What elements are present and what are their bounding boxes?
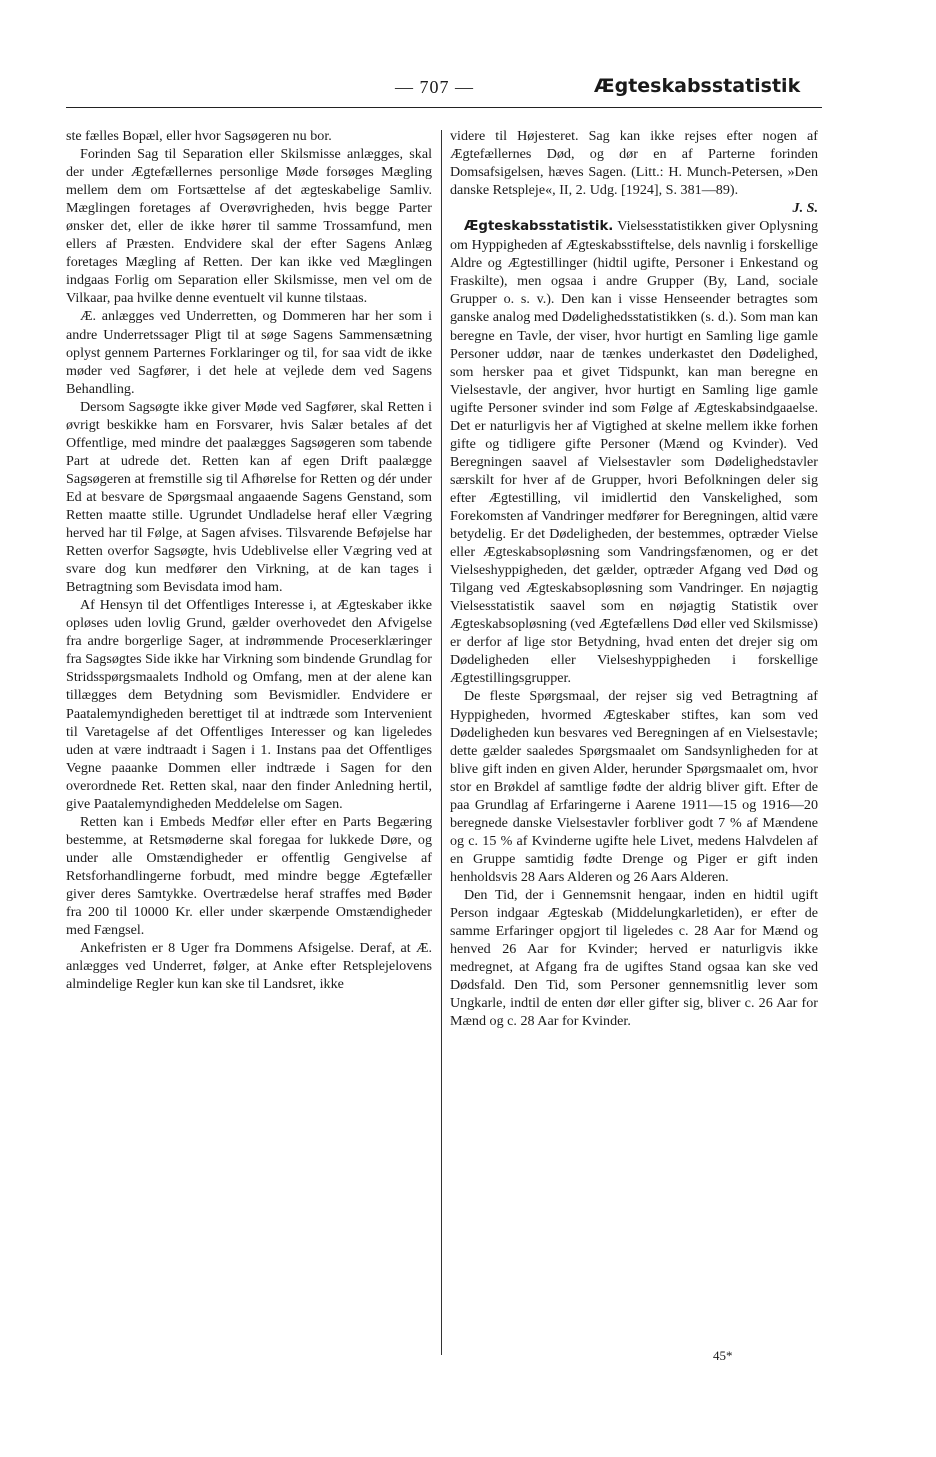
entry-heading: Ægteskabsstatistik. — [464, 219, 614, 235]
entry-text: Vielsesstatistikken giver Oplysning om Hyppigheden af Ægteskabsstiftelse, dels navnlig i forskellige Aldre og Ægtestillinger (hidtil ugifte, Personer i Enkestand og Fraskilte), men ogsaa i andre Grupper (By, Land, sociale Grupper o. s. v.). Den kan i visse Henseender betragtes som ganske analog med Dødelighedsstatistikken (s. d.). Som man kan beregne en Tavle, der viser, hvor hurtigt en Samling lige gamle Personer uddør, naar de tænkes underkastet den Dødelighed, som hersker paa et givet Tidspunkt, kan man beregne en Vielsestavle, der angiver, hvor hurtigt en Samling lige gamle ugifte Personer svinder ind som Følge af Ægteskabsindgaaelse. Det er naturligvis her af Vigtighed at skelne mellem ikke forhen gifte og tidligere gifte Personer (Mænd og Kvinder). Ved Beregningen saavel af Vielsestavler som Dødelighedstavler særskilt for hver af de Grupper, hvori Befolkningen deler sig efter Ægtestilling, vil imidlertid den Vanskelighed, som Forekomsten af Vandringer medfører for Beregningen, altid være betydelig. Er det Dødeligheden, der bestemmes, optræder Vielse eller Ægteskabsopløsning som Vandringsfænomen, og er det Vielseshyppigheden, det gælder, optræder Afgang ved Død og Tilgang ved Ægteskabsopløsning som Vandringer. En nøjagtig Vielsesstatistik saavel som en nøjagtig Statistik over Ægteskabsopløsning (ved Ægtefællens Død eller ved Skilsmisse) er derfor af lige stor Betydning, hvad enten det drejer sig om Dødeligheden eller Vielseshyppigheden i forskellige Ægtestillingsgrupper. — [450, 218, 818, 687]
paragraph: Den Tid, der i Gennemsnit hengaar, inden en hidtil ugift Person indgaar Ægteskab (Middelungkarletiden), er efter de samme Erfaringer opgjort til ligeledes c. 28 Aar for Mænd og henved 26 Aar for Kvinder; herved er naturligvis ikke medregnet, at Afgang fra de ugiftes Stand ogsaa kan ske ved Dødsfald. Den Tid, som Personer gennemsnitlig lever som Ungkarle, indtil de enten dør eller gifter sig, bliver c. 26 Aar for Mænd og c. 28 Aar for Kvinder. — [450, 886, 818, 1030]
paragraph: videre til Højesteret. Sag kan ikke rejses efter nogen af Ægtefællernes Død, og dør en af Parterne forinden Domsafsigelsen, hæves Sagen. (Litt.: H. Munch-Petersen, »Den danske Retspleje«, II, 2. Udg. [1924], S. 381—89). — [450, 128, 818, 199]
left-column — [66, 127, 432, 993]
paragraph: De fleste Spørgsmaal, der rejser sig ved Betragtning af Hyppigheden, hvormed Ægteskaber stiftes, kan som ved Dødeligheden kun besvares ved Beregningen af en Vielsestavle; dette gælder saaledes Spørgsmaalet om Sandsynligheden for at blive gift inden en given Alder, herunder Spørgsmaalet om, hvor stor en Brøkdel af samtlige fødte der aldrig bliver gift. Efter de paa Grundlag af Erfaringerne i Aarene 1911—15 og 1916—20 beregnede danske Vielsestavler forbliver godt 7 % af Mændene og c. 15 % af Kvinderne ugifte hele Livet, medens Halvdelen af en Gruppe samtidig fødte Drenge og Piger er gift inden henholdsvis 28 Aars Alderen og 26 Aars Alderen. — [450, 688, 818, 885]
paragraph: Retten kan i Embeds Medfør eller efter en Parts Begæring bestemme, at Retsmøderne skal foregaa for lukkede Døre, og under alle Omstændigheder er offentlig Gengivelse af Retsforhandlingerne forbudt, med mindre begge Ægtefæller giver deres Samtykke. Overtrædelse heraf straffes med Bøder fra 200 til 10000 Kr. eller under skærpende Omstændigheder med Fængsel. — [66, 813, 432, 939]
signature-mark: 45* — [713, 1348, 733, 1363]
right-column — [450, 127, 818, 1030]
column-separator — [441, 130, 442, 1355]
paragraph: Af Hensyn til det Offentliges Interesse i, at Ægteskaber ikke opløses uden lovlig Grund, gælder overhovedet den Afvigelse fra andre borgerlige Sager, at indrømmende Proceserklæringer fra Sagsøgtes Side ikke har Virkning som bindende Grundlag for Stridsspørgsmaalets Indhold og Omfang, men at der alene kan tillægges dem Betydning som Bevismidler. Endvidere er Paatalemyndigheden berettiget til at indtræde som Intervenient til Varetagelse af det Offentliges Interesser og kan ligeledes uden at være indtraadt i Sagen i 1. Instans paa det Offentliges Vegne paaanke Dommen eller indtræde i Sagen for den overordnede Ret. Retten skal, naar den finder Anledning hertil, give Paatalemyndigheden Meddelelse om Sagen. — [66, 597, 432, 812]
page-header — [0, 75, 936, 105]
page-number: — 707 — — [395, 77, 474, 97]
entry-paragraph — [450, 217, 818, 687]
paragraph: Æ. anlægges ved Underretten, og Dommeren har her som i andre Underretssager Pligt til at søge Sagens Sammensætning oplyst gennem Parternes Forklaringer og til, for saa vidt de ikke møder ved Sagfører, i det hele at vejlede dem ved Sagens Behandling. — [66, 308, 432, 397]
author-signature: J. S. — [792, 200, 818, 217]
running-title: Ægteskabsstatistik — [594, 75, 801, 97]
paragraph: Forinden Sag til Separation eller Skilsmisse anlægges, skal der under Ægtefællernes personlige Møde forsøges Mægling mellem dem om Fortsættelse af det ægteskabelige Samliv. Mæglingen foretages af Overøvrigheden, hvis begge Parter ønsker det, eller de ikke hører til samme Trossamfund, men ellers af Præsten. Endvidere skal der efter Sagens Anlæg foretages Mægling af Retten. Der kan ikke ved Mæglingen indgaas Forlig om Separation eller Skilsmisse, men vel om de Vilkaar, paa hvilke denne eventuelt vil kunne tilstaas. — [66, 146, 432, 307]
paragraph: Dersom Sagsøgte ikke giver Møde ved Sagfører, skal Retten i øvrigt beskikke ham en Forsvarer, hvis Salær betales af det Offentlige, med mindre det paalægges Sagsøgeren som tabende Part at udrede det. Retten kan af egen Drift paalægge Sagsøgeren at fremstille sig til Afhørelse for Retten og dér under Ed at besvare de Spørgsmaal angaaende Sagens Genstand, som Retten maatte stille. Ugrundet Undladelse heraf eller Vægring herved har til Følge, at Sagen afvises. Tilsvarende Beføjelse har Retten overfor Sagsøgte, hvis Udeblivelse eller Vægring ved at svare dog kun medfører den Virkning, at de kan tages i Betragtning som Bevisdata imod ham. — [66, 398, 432, 596]
paragraph: Ankefristen er 8 Uger fra Dommens Afsigelse. Deraf, at Æ. anlægges ved Underret, følger, at Anke efter Retsplejelovens almindelige Regler kun kan ske til Landsret, ikke — [66, 940, 432, 993]
paragraph: ste fælles Bopæl, eller hvor Sagsøgeren nu bor. — [66, 128, 332, 144]
header-rule — [66, 107, 822, 108]
